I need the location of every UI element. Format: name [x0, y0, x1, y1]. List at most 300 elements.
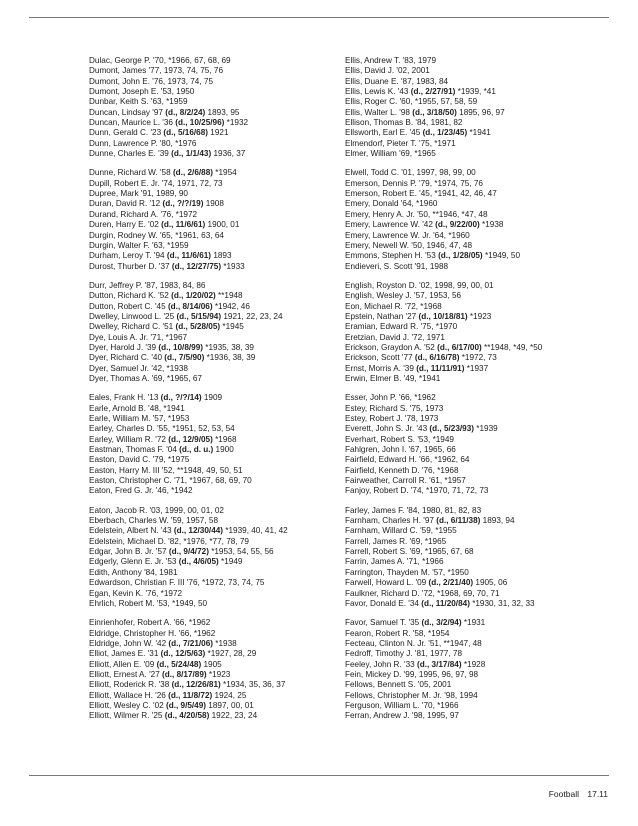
roster-entry [345, 670, 613, 680]
player-name: Dumont, James [89, 66, 147, 76]
player-name: Eldridge, Christopher H. [89, 628, 177, 638]
class-and-years: '40 [149, 353, 165, 363]
player-name: Ellis, Duane E. [345, 76, 399, 86]
class-and-years: '55, *1951, 52, 53, 54 [154, 424, 235, 434]
class-and-years: '97 [421, 516, 437, 526]
class-and-years: '45 [152, 301, 168, 311]
class-and-years: '02, 1998, 99, 00, 01 [416, 280, 494, 290]
letter-years: *1953, 54, 55, 56 [208, 547, 274, 557]
entry-group [89, 618, 357, 721]
player-name: Elliott, Wallace H. [89, 690, 153, 700]
class-and-years: '51 [160, 322, 176, 332]
roster-entry [345, 691, 613, 701]
letter-years: *1949, 50 [482, 251, 521, 261]
class-and-years: '57, 1953, 56 [411, 291, 462, 301]
roster-entry [345, 455, 613, 465]
entry-group [89, 506, 357, 609]
class-and-years: '69, *1965, 67 [149, 373, 202, 383]
roster-entry [345, 711, 613, 721]
letter-years: *1938 [479, 220, 504, 230]
letter-years: 1895, 96, 97 [456, 107, 505, 117]
death-date: (d., ?/?/14) [160, 393, 202, 403]
death-date: (d., 3/2/94) [421, 618, 462, 628]
class-and-years: '25 [161, 311, 177, 321]
class-and-years: '83, 1979 [400, 56, 437, 65]
roster-entry [345, 97, 613, 107]
player-name: Fahlgren, John I. [345, 445, 407, 455]
roster-entry [345, 139, 613, 149]
player-name: Farrell, James R. [345, 536, 408, 546]
roster-entry [89, 199, 357, 209]
player-name: Eretzian, David J. [345, 332, 410, 342]
death-date: (d., 2/27/91) [410, 87, 456, 97]
player-name: Ferran, Andrew J. [345, 711, 410, 721]
class-and-years: '61, *1957 [426, 476, 466, 486]
class-and-years: '33 [401, 659, 417, 669]
letter-years: *1939, *41 [455, 87, 496, 97]
player-name: Emmons, Stephen H. [345, 251, 423, 261]
roster-entry [89, 118, 357, 128]
roster-entry [345, 578, 613, 588]
player-name: Farrington, Thayden M. [345, 567, 430, 577]
roster-entry [345, 374, 613, 384]
roster-entry [89, 262, 357, 272]
death-date: (d., 12/27/75) [171, 261, 222, 271]
roster-entry [345, 291, 613, 301]
class-and-years: '59, *1955 [417, 526, 457, 536]
class-and-years: '72 [153, 434, 169, 444]
player-name: Emery, Lawrence W. Jr. [345, 230, 431, 240]
roster-entry [345, 168, 613, 178]
player-name: Fellows, Bennett S. [345, 680, 416, 690]
class-and-years: '26 [152, 690, 169, 700]
class-and-years: '77 [399, 353, 415, 363]
roster-entry [345, 353, 613, 363]
class-and-years: '79, *1974, 75, 76 [416, 178, 483, 188]
roster-entry [345, 649, 613, 659]
class-and-years: '69, *1965 [396, 149, 436, 159]
roster-entry [89, 241, 357, 251]
roster-entry [89, 670, 357, 680]
class-and-years: '59, 1957, 58 [168, 516, 219, 526]
roster-entry [345, 231, 613, 241]
player-name: Dyer, Thomas A. [89, 373, 150, 383]
class-and-years: '77, 1973, 74, 75, 76 [146, 66, 224, 76]
player-name: Farnham, Charles H. [345, 516, 421, 526]
player-name: Emery, Donald [345, 199, 399, 209]
death-date: (d., 1/20/02) [171, 291, 216, 301]
roster-entry [89, 139, 357, 149]
letter-years: 1922, 23, 24 [209, 711, 258, 721]
entry-group [89, 168, 357, 271]
player-name: Dunn, Gerald C. [89, 128, 149, 138]
player-name: Elliott, Allen E. [89, 659, 142, 669]
top-rule [29, 17, 609, 18]
death-date: (d., 12/9/05) [168, 434, 213, 444]
player-name: Dunne, Charles E. [89, 149, 156, 159]
roster-entry [89, 322, 357, 332]
class-and-years: '42, *1938 [149, 363, 188, 373]
player-name: Emery, Lawrence W. [345, 220, 420, 230]
letter-years: 1924, 25 [212, 690, 247, 700]
roster-entry [89, 97, 357, 107]
player-name: Duran, David R. [89, 199, 148, 209]
player-name: Fecteau, Clinton N. Jr. [345, 638, 426, 648]
roster-entry [89, 414, 357, 424]
player-name: Durost, Thurber D. [89, 261, 157, 271]
class-and-years: '76, 1973, 74, 75 [149, 76, 214, 86]
letter-years: *1949 [218, 557, 243, 567]
roster-entry [89, 435, 357, 445]
class-and-years: '66, *1962 [176, 628, 216, 638]
letter-years: 1921 [208, 128, 229, 138]
player-name: Ellis, Walter L. [345, 107, 398, 117]
roster-entry [89, 404, 357, 414]
death-date: (d., 4/6/05) [178, 557, 219, 567]
entry-group [345, 56, 613, 159]
roster-entry [345, 516, 613, 526]
roster-entry [345, 660, 613, 670]
class-and-years: '52 [421, 342, 438, 352]
class-and-years: '43 [158, 526, 174, 536]
class-and-years: '58 [157, 168, 173, 178]
roster-entry [89, 56, 357, 66]
player-name: Dyer, Samuel Jr. [89, 363, 150, 373]
class-and-years: '58, *1954 [410, 628, 450, 638]
class-and-years: '74, *1970, 71, 72, 73 [408, 486, 489, 496]
class-and-years: '98, 1994 [441, 690, 478, 700]
player-name: Dulac, George P. [89, 56, 151, 65]
entry-group [89, 281, 357, 384]
player-name: Earle, Arnold B. [89, 403, 146, 413]
class-and-years: '45, *1941, 42, 46, 47 [416, 189, 497, 199]
roster-entry [89, 179, 357, 189]
player-name: Einrienhofer, Robert A. [89, 618, 172, 628]
death-date: (d., 2/6/88) [172, 168, 213, 178]
player-name: Ernst, Morris A. [345, 363, 401, 373]
roster-entry [345, 537, 613, 547]
player-name: Eastman, Thomas F. [89, 445, 164, 455]
class-and-years: '76, *1968 [419, 465, 459, 475]
class-and-years: '09 [413, 578, 429, 588]
letter-years: *1939 [474, 424, 498, 434]
letter-years: 1900, 01 [205, 220, 240, 230]
class-and-years: '39 [155, 149, 172, 159]
class-and-years: '57, *1953 [150, 414, 190, 423]
player-name: Faulkner, Richard D. [345, 588, 420, 598]
class-and-years: '25 [149, 711, 165, 721]
class-and-years: '05, 2001 [415, 680, 452, 690]
class-and-years: '39 [143, 342, 159, 352]
roster-entry [89, 445, 357, 455]
class-and-years: '94 [151, 251, 167, 261]
roster-entry [345, 149, 613, 159]
death-date: (d., ?/?/19) [162, 199, 204, 209]
class-and-years: '50, **1946, *47, 48 [414, 209, 488, 219]
entry-group [345, 506, 613, 609]
player-name: Dumont, John E. [89, 76, 150, 86]
death-date: (d., 3/18/50) [412, 107, 457, 117]
player-name: Favor, Donald E. [345, 598, 406, 608]
death-date: (d., 11/20/84) [421, 598, 470, 608]
player-name: Edith, Anthony [89, 567, 142, 577]
death-date: (d., 11/6/61) [166, 251, 212, 261]
letter-years: 1936, 37 [211, 149, 246, 159]
player-name: Emerson, Robert E. [345, 189, 417, 199]
player-name: Elliott, Ernest A. [89, 669, 147, 679]
class-and-years: '02, 2001 [394, 66, 430, 76]
class-and-years: '60, *1955, 57, 58, 59 [397, 97, 478, 107]
class-and-years: '39 [400, 363, 417, 373]
class-and-years: '70, *1966, 67, 68, 69 [150, 56, 231, 65]
roster-entry [89, 639, 357, 649]
player-name: Edgerly, Glenn E. Jr. [89, 557, 164, 567]
player-name: Elliott, Wilmer R. [89, 711, 150, 721]
player-name: Ellis, David J. [345, 66, 395, 76]
death-date: (d., 11/11/91) [416, 363, 465, 373]
class-and-years: '27 [146, 669, 163, 679]
roster-entry [89, 537, 357, 547]
class-and-years: '03, 1999, 00, 01, 02 [147, 505, 224, 515]
player-name: Farrell, Robert S. [345, 547, 408, 557]
player-name: Fein, Mickey D. [345, 669, 402, 679]
death-date: (d., 9/22/00) [435, 220, 480, 230]
player-name: Duren, Harry E. [89, 220, 146, 230]
letter-years: *1937 [464, 363, 489, 373]
roster-entry [345, 701, 613, 711]
player-name: Durgin, Walter F. [89, 240, 150, 250]
class-and-years: '53, *1949, 50 [154, 598, 208, 608]
class-and-years: '63, *1959 [148, 97, 188, 107]
player-name: Ellis, Roger C. [345, 97, 398, 107]
class-and-years: '75, *1970 [418, 322, 458, 332]
roster-entry [89, 568, 357, 578]
class-and-years: '02 [150, 700, 166, 710]
player-name: Emerson, Dennis P. [345, 178, 417, 188]
class-and-years: '31 [145, 649, 161, 659]
letter-years: *1928 [461, 659, 486, 669]
player-name: Edgar, John B. Jr. [89, 547, 154, 557]
roster-entry [345, 241, 613, 251]
entry-group [345, 281, 613, 384]
roster-entry [345, 333, 613, 343]
death-date: (d., 12/26/81) [171, 680, 221, 690]
class-and-years: '76, *1972, 73, 74, 75 [184, 578, 265, 588]
player-name: Ellis, Lewis K. [345, 87, 396, 97]
roster-entry [89, 711, 357, 721]
roster-entry [345, 364, 613, 374]
roster-entry [89, 302, 357, 312]
letter-years: *1934, 35, 36, 37 [220, 680, 286, 690]
roster-entry [89, 629, 357, 639]
roster-entry [89, 231, 357, 241]
class-and-years: '91, 1988 [412, 261, 449, 271]
roster-entry [345, 302, 613, 312]
roster-entry [345, 210, 613, 220]
roster-entry [89, 374, 357, 384]
player-name: Eberbach, Charles W. [89, 516, 169, 526]
death-date: (d., d. u.) [179, 445, 214, 455]
class-and-years: '98, 1995, 97 [409, 711, 459, 721]
death-date: (d., 9/4/72) [168, 547, 209, 557]
player-name: Dwelley, Richard C. [89, 322, 161, 332]
death-date: (d., 12/5/63) [160, 649, 206, 659]
class-and-years: '46, *1942 [153, 486, 193, 496]
class-and-years: '72, *1968, 69, 70, 71 [419, 588, 500, 598]
player-name: Elmer, William [345, 149, 397, 159]
death-date: (d., 9/5/49) [165, 700, 207, 710]
roster-entry [89, 424, 357, 434]
death-date: (d., 11/8/72) [168, 690, 213, 700]
class-and-years: '34 [405, 598, 422, 608]
player-name: Dyer, Richard C. [89, 353, 150, 363]
player-name: Dye, Louis A. Jr. [89, 332, 149, 342]
player-name: Everhart, Robert S. [345, 434, 416, 444]
death-date: (d., 1/28/05) [438, 251, 483, 261]
letter-years: *1931 [461, 618, 486, 628]
class-and-years: '80, *1976 [157, 138, 197, 148]
roster-entry [89, 189, 357, 199]
death-date: (d., 5/24/48) [156, 659, 202, 669]
death-date: (d., 8/17/89) [162, 669, 207, 679]
roster-entry [89, 526, 357, 536]
class-and-years: '84, 1981 [141, 567, 178, 577]
player-name: Fearon, Robert R. [345, 628, 411, 638]
player-name: Farrin, James A. [345, 557, 405, 567]
class-and-years: '84, 1980, 81, 82, 83 [404, 505, 482, 515]
player-name: Fellows, Christopher M. Jr. [345, 690, 442, 700]
player-name: Emery, Henry A. Jr. [345, 209, 415, 219]
player-name: Erwin, Elmer B. [345, 373, 402, 383]
roster-entry [345, 179, 613, 189]
roster-entry [89, 701, 357, 711]
class-and-years: '71, *1967, 68, 69, 70 [171, 476, 252, 486]
roster-entry [345, 262, 613, 272]
player-name: Dunn, Lawrence P. [89, 138, 158, 148]
player-name: Durham, Leroy T. [89, 251, 152, 261]
death-date: (d., 7/5/90) [164, 353, 205, 363]
player-name: Eales, Frank H. [89, 393, 146, 403]
class-and-years: '38 [156, 680, 172, 690]
letter-years: *1927, 28, 29 [205, 649, 257, 659]
letter-years: 1921, 22, 23, 24 [221, 311, 283, 321]
death-date: (d., 11/6/61) [161, 220, 206, 230]
death-date: (d., 5/15/94) [176, 311, 222, 321]
player-name: Esser, John P. [345, 393, 397, 403]
roster-entry [89, 291, 357, 301]
death-date: (d., 2/21/40) [428, 578, 474, 588]
letter-years: 1893, 95 [205, 107, 240, 117]
class-and-years: '66, *1962, 64 [416, 455, 470, 465]
roster-entry [89, 353, 357, 363]
roster-entry [345, 312, 613, 322]
roster-entry [345, 680, 613, 690]
letter-years: 1905, 06 [473, 578, 508, 588]
class-and-years: '50, 1946, 47, 48 [409, 240, 473, 250]
death-date: (d., 1/23/45) [422, 128, 468, 138]
class-and-years: '78, 1973 [402, 414, 439, 423]
class-and-years: '82, *1976, *77, 78, 79 [165, 536, 249, 546]
roster-entry [345, 506, 613, 516]
class-and-years: '81, 1977, 78 [412, 649, 463, 659]
class-and-years: '69, *1965 [407, 536, 447, 546]
class-and-years: '69, *1965, 67, 68 [407, 547, 474, 557]
roster-entry [345, 56, 613, 66]
roster-entry [89, 66, 357, 76]
letter-years: *1945 [220, 322, 244, 332]
death-date: (d., 5/28/05) [175, 322, 221, 332]
roster-entry [89, 557, 357, 567]
letter-years: **1948, *49, *50 [481, 342, 543, 352]
player-name: Eaton, Jacob R. [89, 505, 148, 515]
class-and-years: '52, **1948, 49, 50, 51 [159, 465, 243, 475]
roster-entry [89, 128, 357, 138]
class-and-years: '99, 1995, 96, 97, 98 [401, 669, 479, 679]
class-and-years: '51, **1947, 48 [426, 638, 482, 648]
left-column [89, 56, 357, 731]
letter-years: 1897, 00, 01 [206, 700, 254, 710]
entry-group [345, 618, 613, 721]
class-and-years: '53, 1950 [158, 87, 195, 97]
class-and-years: '27 [403, 311, 419, 321]
death-date: (d., 8/2/24) [165, 107, 206, 117]
player-name: Farnham, Willard C. [345, 526, 418, 536]
roster-entry [89, 312, 357, 322]
player-name: Endieveri, S. Scott [345, 261, 413, 271]
player-name: Durr, Jeffrey P. [89, 280, 143, 290]
class-and-years: '66, *1962 [171, 618, 211, 628]
roster-entry [345, 281, 613, 291]
footer-section-label: Football [548, 789, 579, 799]
player-name: Duncan, Maurice L. [89, 118, 160, 128]
roster-entry [345, 343, 613, 353]
class-and-years: '87, 1983, 84, 86 [142, 280, 206, 290]
roster-entry [89, 466, 357, 476]
entry-group [345, 393, 613, 496]
roster-entry [345, 322, 613, 332]
class-and-years: '63, *1959 [149, 240, 189, 250]
roster-entry [89, 87, 357, 97]
player-name: Farley, James F. [345, 505, 405, 515]
roster-entry [89, 476, 357, 486]
class-and-years: '72, *1968 [402, 301, 442, 311]
player-name: Edelstein, Albert N. [89, 526, 159, 536]
letter-years: *1932 [224, 118, 249, 128]
roster-entry [89, 691, 357, 701]
roster-entry [89, 578, 357, 588]
player-name: Dunbar, Keith S. [89, 97, 149, 107]
letter-years: *1954 [213, 168, 237, 178]
player-name: Durand, Richard A. [89, 209, 159, 219]
roster-entry [89, 618, 357, 628]
roster-entry [345, 445, 613, 455]
roster-entry [345, 476, 613, 486]
letter-years: 1893 [211, 251, 232, 261]
class-and-years: '42 [419, 220, 436, 230]
letter-years: 1909 [201, 393, 223, 403]
roster-entry [89, 599, 357, 609]
death-date: (d., 6/17/00) [437, 342, 482, 352]
death-date: (d., 5/16/68) [163, 128, 209, 138]
death-date: (d., 10/18/81) [418, 311, 468, 321]
player-name: Easton, David C. [89, 455, 151, 465]
roster-entry [345, 87, 613, 97]
player-name: Erickson, Scott [345, 353, 400, 363]
player-name: Easton, Christopher C. [89, 476, 172, 486]
class-and-years: '66, *1962 [396, 393, 436, 403]
roster-entry [345, 466, 613, 476]
player-name: English, Royston D. [345, 280, 417, 290]
